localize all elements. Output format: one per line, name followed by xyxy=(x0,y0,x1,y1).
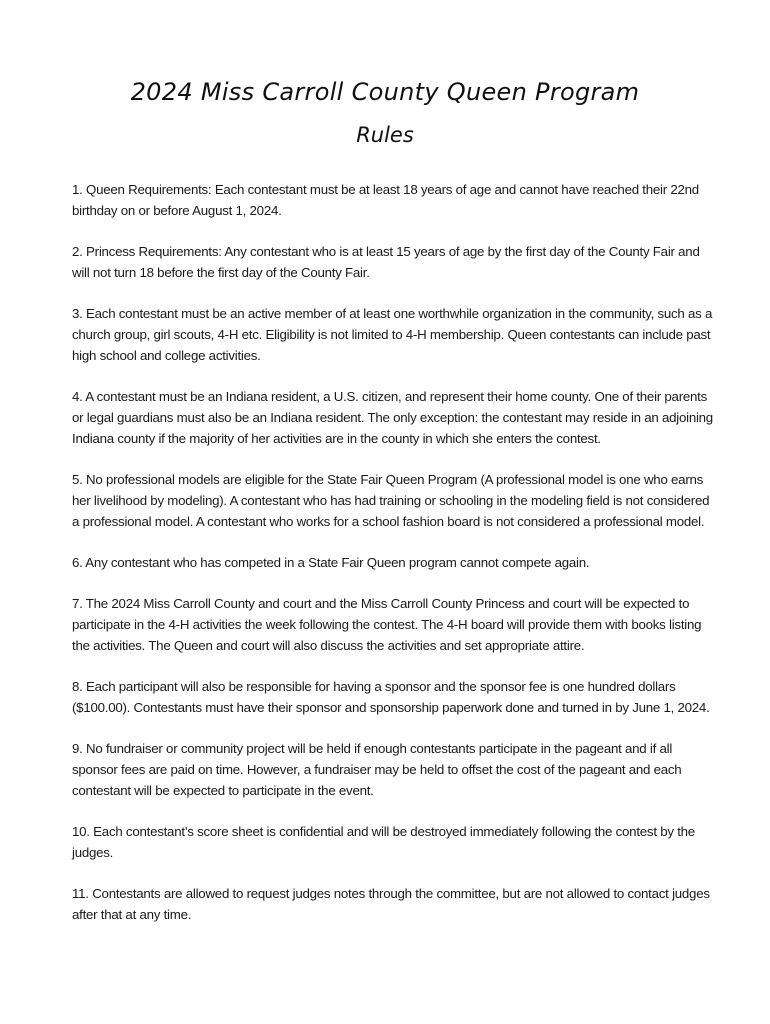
rule-item: 6. Any contestant who has competed in a State Fair Queen program cannot compete again. xyxy=(72,555,590,571)
rule-item: 10. Each contestant’s score sheet is confidential and will be destroyed immediately following the contest by the judges. xyxy=(72,823,695,861)
rule-item: 7. The 2024 Miss Carroll County and court and the Miss Carroll County Princess and court will be expected to participate in the 4-H activities the week following the contest. The 4-H board will provide them with books listing the activities. The Queen and court will also discuss the activities and set appropriate attire. xyxy=(72,595,702,654)
rule-item: 3. Each contestant must be an active member of at least one worthwhile organization in the community, such as a church group, girl scouts, 4-H etc. Eligibility is not limited to 4-H membership. Queen contestants can include past high school and college activities. xyxy=(72,305,713,364)
page-subtitle: Rules xyxy=(356,123,414,147)
rule-item: 1. Queen Requirements: Each contestant must be at least 18 years of age and cannot have reached their 22nd birthday on or before August 1, 2024. xyxy=(72,182,699,219)
rule-item: 2. Princess Requirements: Any contestant who is at least 15 years of age by the first day of the County Fair and will not turn 18 before the first day of the County Fair. xyxy=(72,243,700,281)
rule-item: 4. A contestant must be an Indiana resident, a U.S. citizen, and represent their home county. One of their parents or legal guardians must also be an Indiana resident. The only exception: the contestant may reside in an adjoining Indiana county if the majority of her activities are in the county in which she enters the contest. xyxy=(72,388,713,447)
rule-item: 11. Contestants are allowed to request judges notes through the committee, but are not allowed to contact judges after that at any time. xyxy=(72,885,710,923)
rule-item: 9. No fundraiser or community project will be held if enough contestants participate in the pageant and if all sponsor fees are paid on time. However, a fundraiser may be held to offset the cost of the pageant and each contestant will be expected to participate in the event. xyxy=(72,740,682,799)
page-title: 2024 Miss Carroll County Queen Program xyxy=(130,78,640,106)
rules-list xyxy=(72,179,714,945)
rule-item: 5. No professional models are eligible for the State Fair Queen Program (A professional model is one who earns her livelihood by modeling). A contestant who has had training or schooling in the modeling field is not considered a professional model. A contestant who works for a school fashion board is not considered a professional model. xyxy=(72,472,710,530)
rule-item: 8. Each participant will also be responsible for having a sponsor and the sponsor fee is one hundred dollars ($100.00). Contestants must have their sponsor and sponsorship paperwork done and turned in by June 1, 2024. xyxy=(72,678,710,716)
